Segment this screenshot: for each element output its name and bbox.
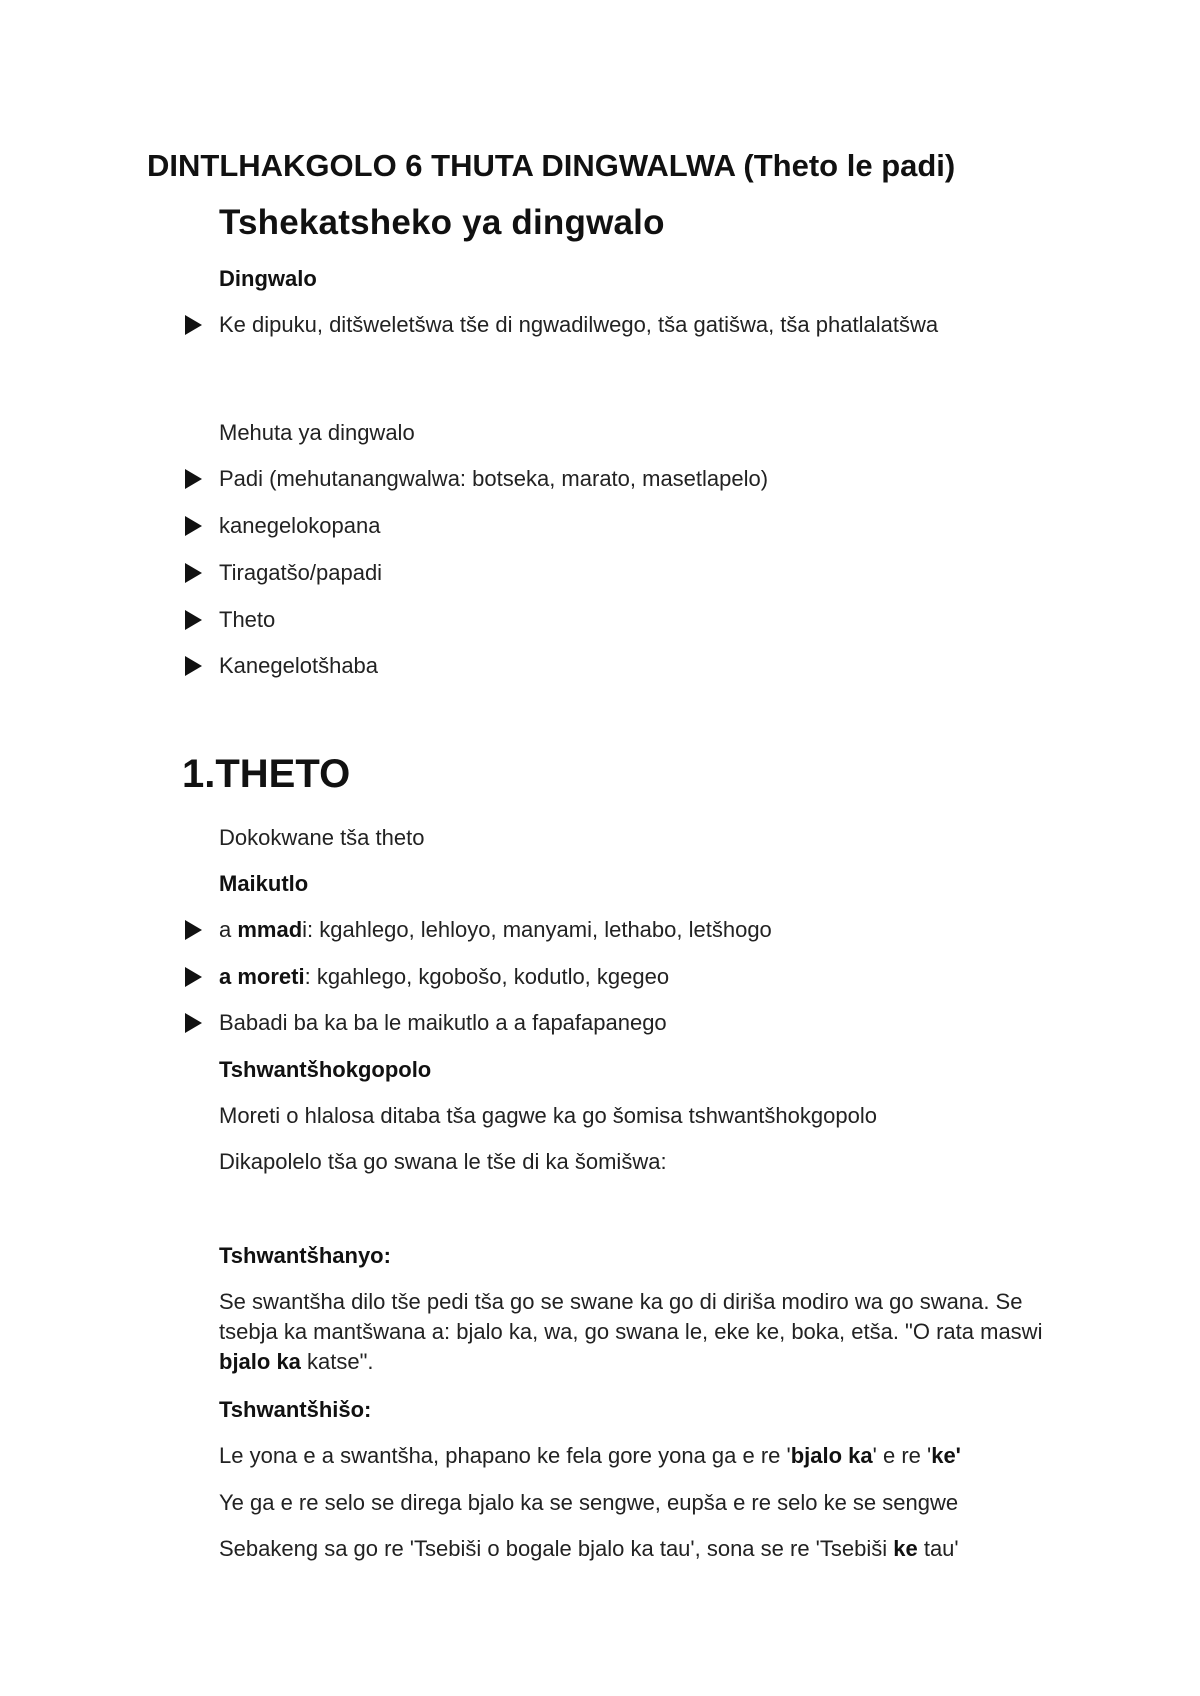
section-title: Tshekatsheko ya dingwalo	[219, 203, 665, 242]
bullet-arrow-icon	[185, 915, 202, 945]
theto-intro: Dokokwane tša theto	[219, 825, 425, 850]
list-item: Kanegelotšhaba	[219, 653, 379, 678]
dingwalo-definition: Ke dipuku, ditšweletšwa tše di ngwadilwego, tša gatišwa, tša phatlalatšwa	[219, 312, 939, 337]
list-item: Theto	[219, 607, 276, 632]
tshwantshanyo-paragraph: Se swantšha dilo tše pedi tša go se swane ka go di diriša modiro wa go swana. Se tsebja ka mantšwana a: bjalo ka, wa, go swana le, eke ke, boka, etša. "O rata maswi bjalo ka katse".	[219, 1289, 1043, 1374]
paragraph: Dikapolelo tša go swana le tše di ka šomišwa:	[219, 1149, 667, 1174]
tshwantsho-heading: Tshwantšhokgopolo	[219, 1057, 432, 1082]
bullet-arrow-icon	[185, 651, 202, 681]
bullet-arrow-icon	[185, 962, 202, 992]
maikutlo-item: Babadi ba ka ba le maikutlo a a fapafapanego	[219, 1010, 667, 1035]
mehuta-heading: Mehuta ya dingwalo	[219, 420, 415, 445]
dingwalo-heading: Dingwalo	[219, 266, 317, 291]
paragraph: Sebakeng sa go re 'Tsebiši o bogale bjalo ka tau', sona se re 'Tsebiši ke tau'	[219, 1536, 959, 1561]
list-item: Tiragatšo/papadi	[219, 560, 383, 585]
bullet-arrow-icon	[185, 605, 202, 635]
paragraph: Ye ga e re selo se direga bjalo ka se sengwe, eupša e re selo ke se sengwe	[219, 1490, 959, 1515]
bullet-arrow-icon	[185, 464, 202, 494]
paragraph: Le yona e a swantšha, phapano ke fela gore yona ga e re 'bjalo ka' e re 'ke'	[219, 1443, 961, 1468]
tshwantshiso-heading: Tshwantšhišo:	[219, 1397, 372, 1422]
list-item: kanegelokopana	[219, 513, 381, 538]
tshwantshanyo-heading: Tshwantšhanyo:	[219, 1243, 391, 1268]
paragraph: Moreti o hlalosa ditaba tša gagwe ka go šomisa tshwantšhokgopolo	[219, 1103, 877, 1128]
bullet-arrow-icon	[185, 511, 202, 541]
main-title: DINTLHAKGOLO 6 THUTA DINGWALWA (Theto le padi)	[147, 148, 956, 183]
bullet-arrow-icon	[185, 1008, 202, 1038]
maikutlo-heading: Maikutlo	[219, 871, 309, 896]
theto-heading: 1.THETO	[182, 752, 351, 796]
list-item: Padi (mehutanangwalwa: botseka, marato, masetlapelo)	[219, 466, 769, 491]
maikutlo-item: a moreti: kgahlego, kgobošo, kodutlo, kgegeo	[219, 964, 670, 989]
bullet-arrow-icon	[185, 558, 202, 588]
maikutlo-item: a mmadi: kgahlego, lehloyo, manyami, lethabo, letšhogo	[219, 917, 772, 942]
bullet-arrow-icon	[185, 310, 202, 340]
